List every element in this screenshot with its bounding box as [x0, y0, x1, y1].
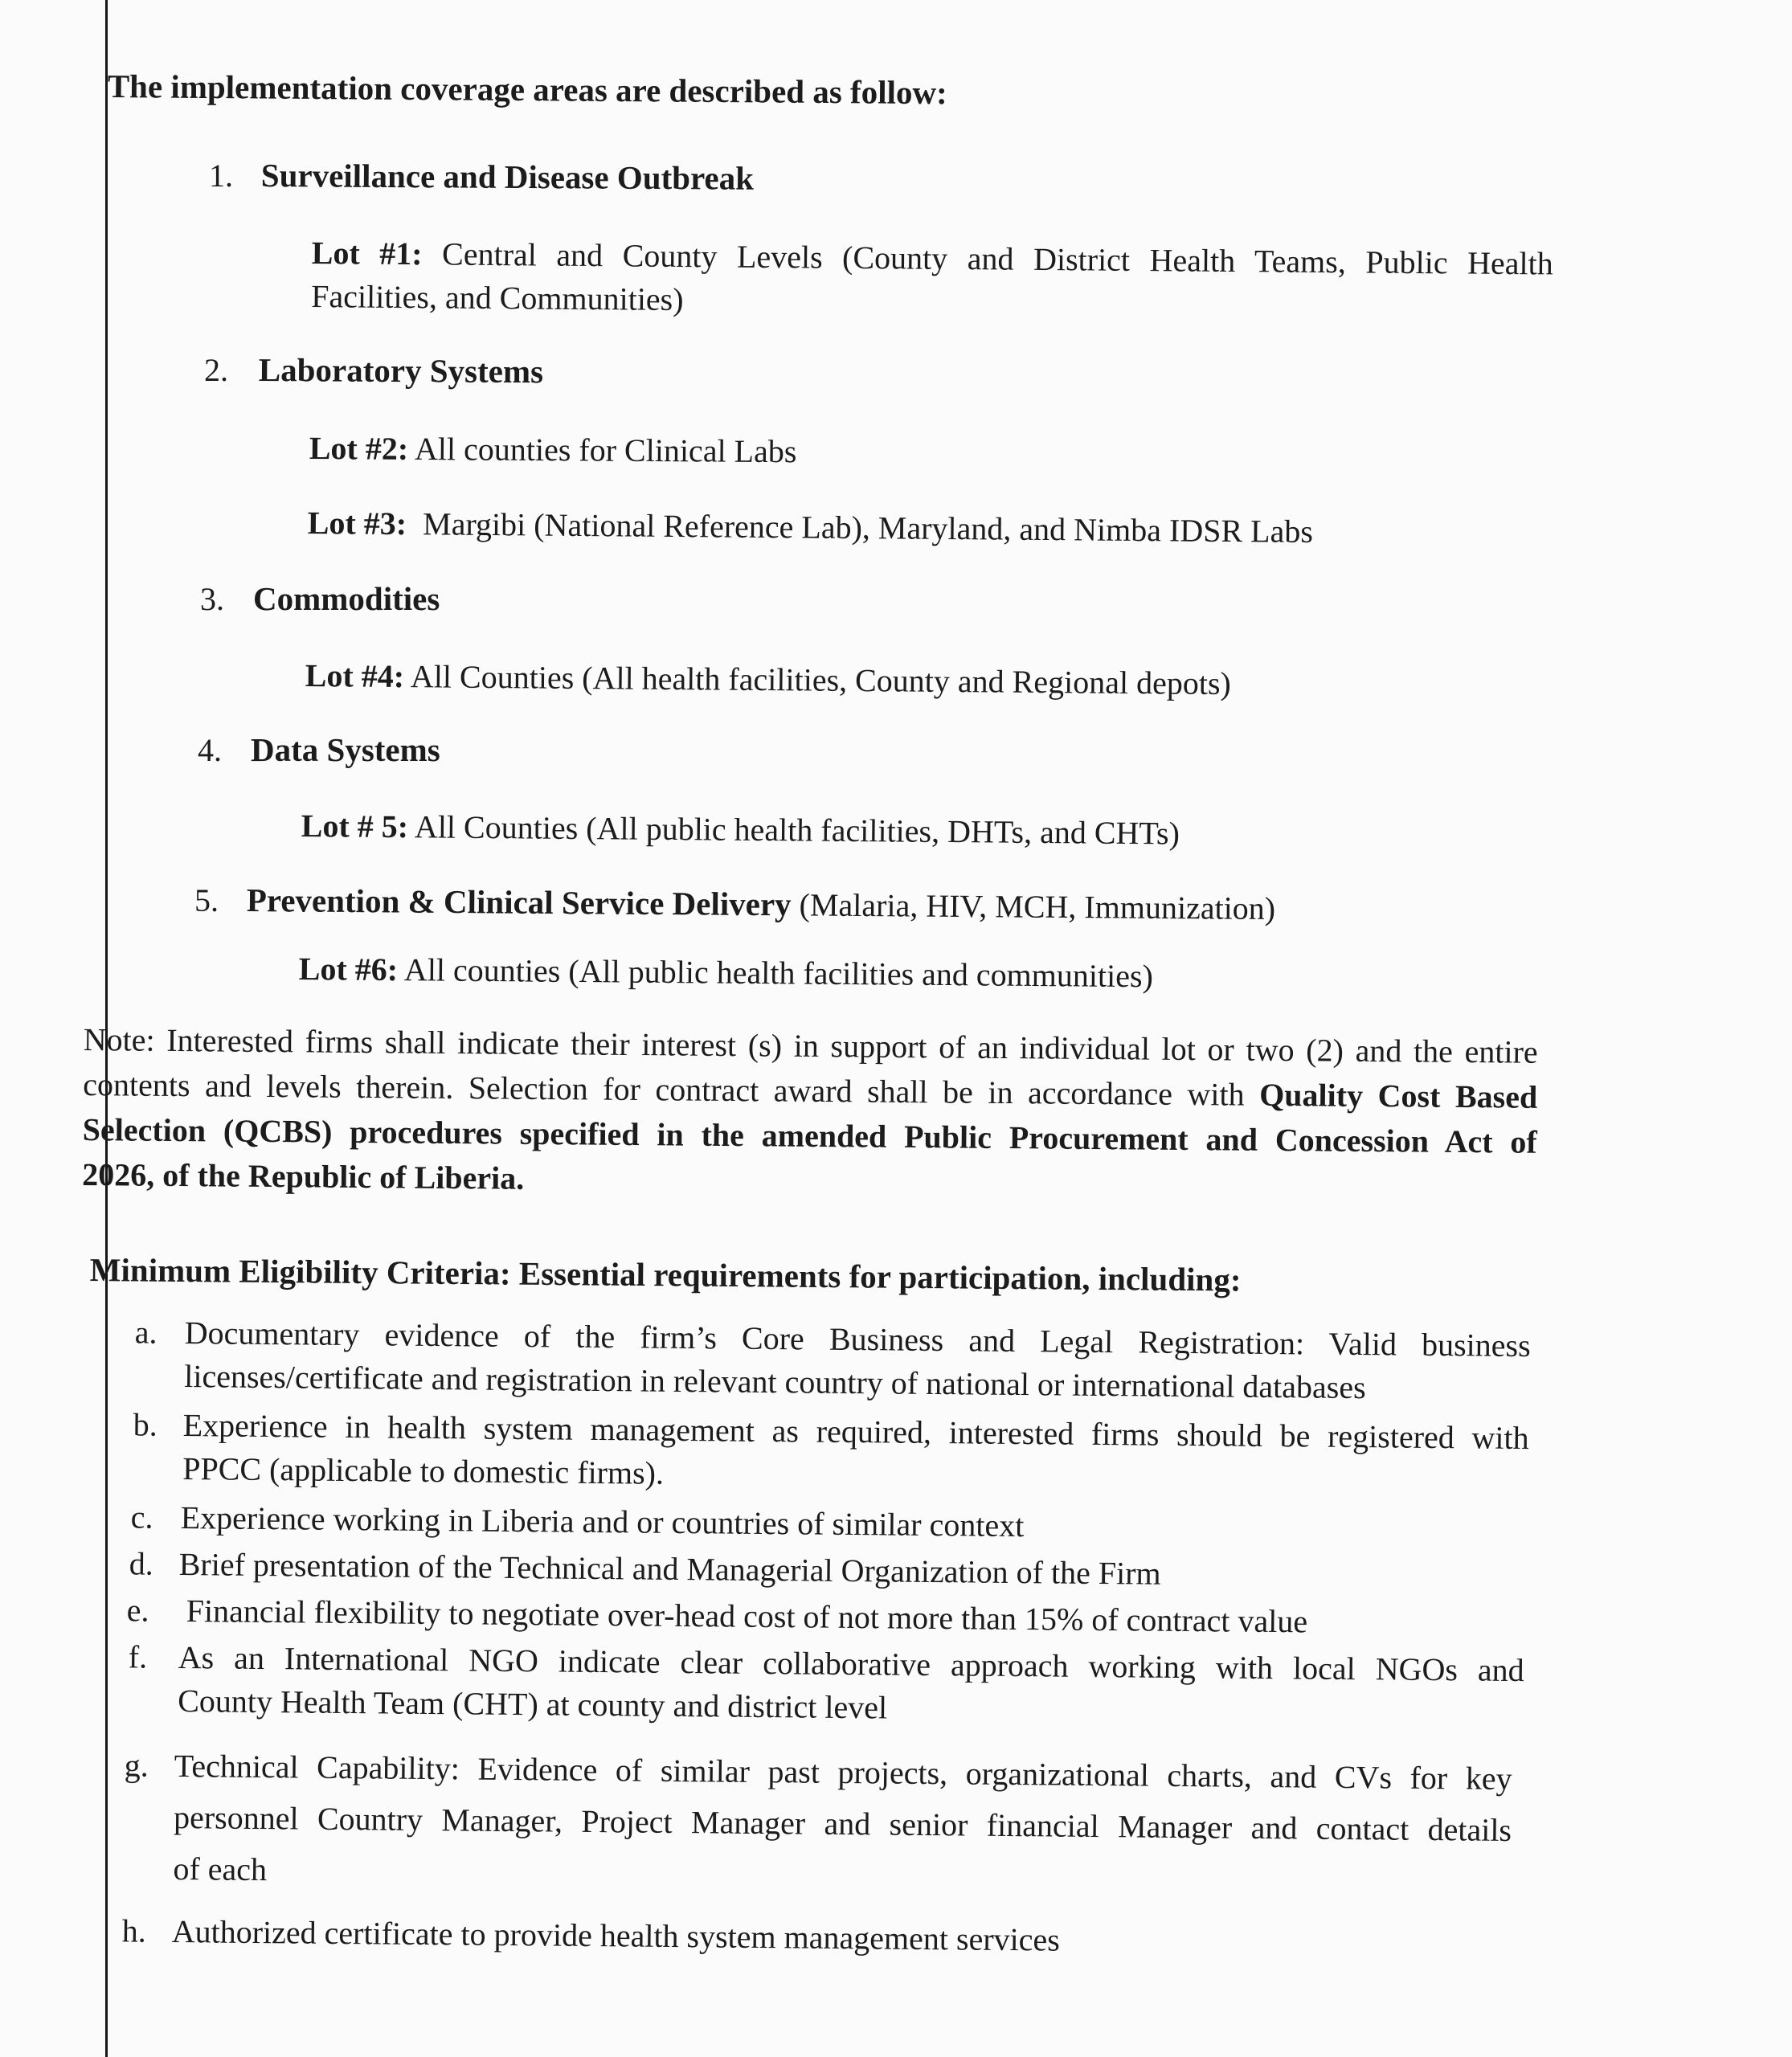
criteria-heading: Minimum Eligibility Criteria: Essential requirements for participation, including:	[89, 1251, 1242, 1298]
criteria-item-e	[126, 1589, 1308, 1643]
lot-entry	[299, 951, 1153, 995]
item-letter: b.	[133, 1406, 158, 1443]
lot-entry	[301, 808, 1180, 853]
note-line-2-text: contents and levels therein. Selection for contract award shall be in accordance with	[83, 1065, 1260, 1113]
item-line-2: licenses/certificate and registration in relevant country of national or international databases	[184, 1357, 1366, 1406]
lot-text: Margibi (National Reference Lab), Maryland, and Nimba IDSR Labs	[422, 505, 1314, 550]
lot-label: Lot #3:	[307, 505, 407, 542]
area-number: 2.	[204, 352, 228, 388]
lot-entry	[309, 430, 797, 470]
lot-text: All Counties (All health facilities, County and Regional depots)	[410, 658, 1232, 702]
lot-text: All counties (All public health facilities and communities)	[403, 951, 1154, 995]
note-line-1: Note: Interested firms shall indicate their interest (s) in support of an individual lot or two (2) and the entire	[83, 1020, 1538, 1070]
area-number: 3.	[200, 581, 224, 617]
item-line-1: Financial flexibility to negotiate over-head cost of not more than 15% of contract value	[186, 1592, 1308, 1640]
item-letter: h.	[121, 1912, 146, 1949]
item-line-1: Experience working in Liberia and or countries of similar context	[180, 1499, 1025, 1544]
area-title: Laboratory Systems	[258, 351, 544, 391]
area-title: Surveillance and Disease Outbreak	[260, 157, 755, 197]
lot-label: Lot #4:	[305, 657, 405, 695]
item-line-2: County Health Team (CHT) at county and district level	[178, 1682, 888, 1726]
lot-entry	[308, 505, 1313, 550]
note-paragraph	[82, 1017, 1538, 1210]
item-letter: c.	[130, 1499, 153, 1536]
item-letter: g.	[124, 1747, 149, 1784]
area-title: Commodities	[253, 580, 440, 617]
criteria-item-c	[130, 1496, 1025, 1548]
criteria-item-g	[124, 1740, 1512, 1908]
criteria-item-a	[134, 1311, 1531, 1411]
area-title-suffix: (Malaria, HIV, MCH, Immunization)	[791, 886, 1276, 927]
item-letter: a.	[134, 1314, 158, 1351]
area-title: Prevention & Clinical Service Delivery	[246, 881, 792, 923]
area-number: 4.	[198, 732, 222, 768]
lot-text: All counties for Clinical Labs	[414, 430, 797, 470]
item-letter: f.	[128, 1638, 148, 1675]
note-line-4: 2026, of the Republic of Liberia.	[82, 1155, 525, 1196]
item-letter: e.	[126, 1592, 149, 1629]
item-line-1: Documentary evidence of the firm’s Core Business and Legal Registration: Valid business	[184, 1314, 1531, 1364]
criteria-item-d	[129, 1543, 1161, 1596]
item-line-1: Experience in health system management as required, interested firms should be registered with	[182, 1406, 1529, 1457]
area-number: 1.	[209, 157, 233, 194]
item-line-1: Brief presentation of the Technical and Managerial Organization of the Firm	[178, 1545, 1161, 1592]
lot-label: Lot #6:	[298, 951, 399, 988]
item-line-2: PPCC (applicable to domestic firms).	[182, 1450, 665, 1491]
note-line-3: Selection (QCBS) procedures specified in the amended Public Procurement and Concession Act of	[82, 1110, 1537, 1160]
note-line-2-bold: Quality Cost Based	[1258, 1076, 1538, 1115]
criteria-item-f	[128, 1636, 1524, 1736]
item-line-2: personnel Country Manager, Project Manager and senior financial Manager and contact details	[173, 1798, 1512, 1848]
item-line-1: As an International NGO indicate clear collaborative approach working with local NGOs and	[178, 1638, 1524, 1689]
lot-text-line-2: Facilities, and Communities)	[311, 277, 684, 318]
lot-label: Lot #1:	[311, 234, 423, 272]
area-title-line	[247, 881, 1276, 927]
area-title: Data Systems	[251, 731, 440, 768]
criteria-item-b	[133, 1404, 1529, 1503]
item-line-1: Authorized certificate to provide health system management services	[171, 1912, 1061, 1958]
lot-label: Lot #2:	[309, 430, 409, 467]
lot-entry	[311, 231, 1553, 329]
lot-entry	[305, 657, 1231, 702]
lot-text-line-1: Central and County Levels (County and District Health Teams, Public Health	[441, 235, 1553, 282]
lot-text: All Counties (All public health facilities, DHTs, and CHTs)	[414, 808, 1180, 852]
item-letter: d.	[129, 1545, 153, 1582]
lot-label: Lot # 5:	[301, 808, 409, 845]
item-line-3: of each	[173, 1850, 268, 1888]
criteria-item-h	[121, 1910, 1061, 1962]
item-line-1: Technical Capability: Evidence of similar past projects, organizational charts, and CVs for key	[174, 1747, 1512, 1797]
area-number: 5.	[194, 882, 219, 918]
intro-heading: The implementation coverage areas are described as follow:	[107, 67, 947, 112]
